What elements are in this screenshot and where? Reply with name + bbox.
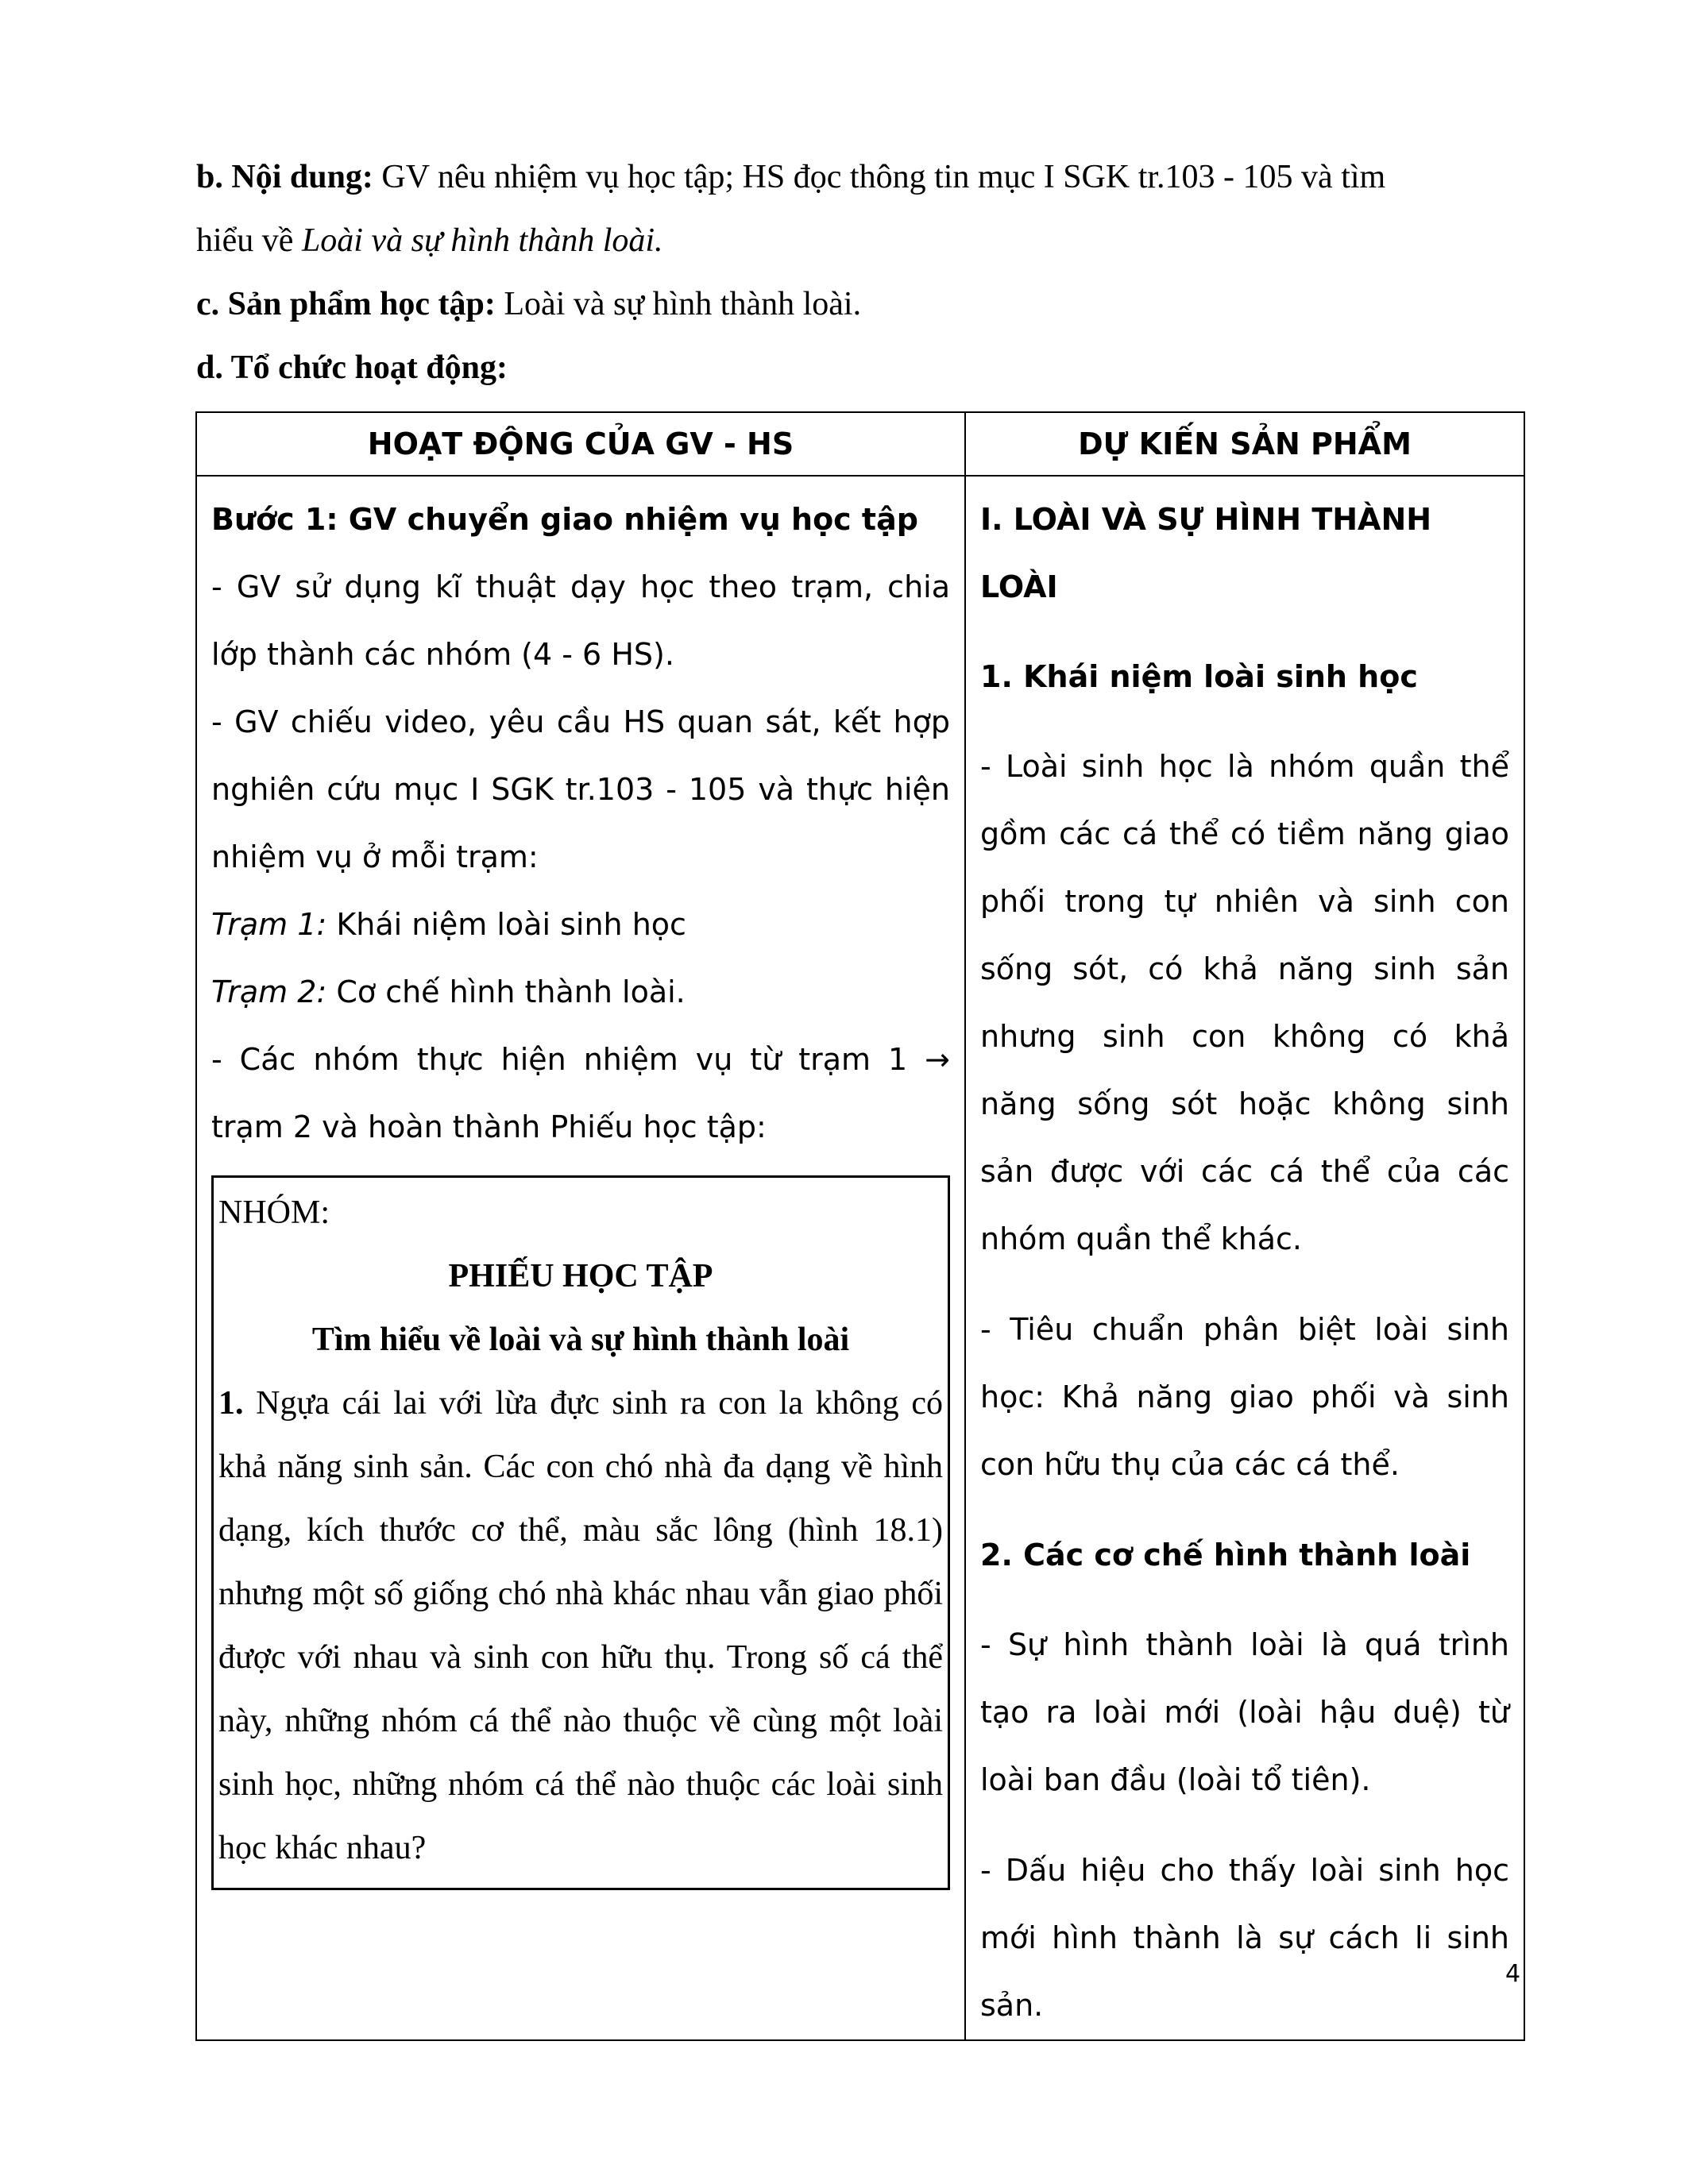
station-1-label: Trạm 1:: [211, 907, 327, 942]
question-1-text: Ngựa cái lai với lừa đực sinh ra con la không có khả năng sinh sản. Các con chó nhà đa dạng về hình dạng, kích thước cơ thể, màu sắc lông (hình 18.1) nhưng một số giống chó nhà khác nhau vẫn giao phối được với nhau và sinh con hữu thụ. Trong số cá thể này, những nhóm cá thể nào thuộc về cùng một loài sinh học, những nhóm cá thể nào thuộc các loài sinh học khác nhau?: [218, 1385, 943, 1866]
station-2: [211, 959, 950, 1026]
station-1-text: Khái niệm loài sinh học: [326, 907, 686, 942]
product-paragraph-1: - Loài sinh học là nhóm quần thể gồm các cá thể có tiềm năng giao phối trong tự nhiên và sinh con sống sót, có khả năng sinh sản nhưng sinh con không có khả năng sống sót hoặc không sinh sản được với các cá thể của các nhóm quần thể khác.: [980, 749, 1509, 1256]
content-paragraph: [196, 145, 1521, 272]
product-text: Loài và sự hình thành loài.: [495, 286, 862, 322]
station-2-text: Cơ chế hình thành loài.: [326, 974, 686, 1009]
subheading-1: 1. Khái niệm loài sinh học: [980, 659, 1418, 694]
station-1: [211, 891, 950, 959]
product-paragraph: [196, 272, 1521, 336]
worksheet-question-1: [218, 1372, 943, 1880]
section-title: I. LOÀI VÀ SỰ HÌNH THÀNH LOÀI: [980, 502, 1432, 604]
header-expected-products: DỰ KIẾN SẢN PHẨM: [965, 412, 1524, 476]
content-label: b. Nội dung:: [196, 159, 373, 195]
product-paragraph-3: - Sự hình thành loài là quá trình tạo ra loài mới (loài hậu duệ) từ loài ban đầu (loài tổ tiên).: [980, 1627, 1509, 1797]
activities-cell: [196, 476, 965, 2040]
content-text-1: GV nêu nhiệm vụ học tập; HS đọc thông tin mục I SGK tr.103 - 105 và tìm: [373, 159, 1386, 195]
page-number: 4: [1505, 1960, 1521, 1988]
table-row: [196, 476, 1524, 2040]
organization-heading: [196, 336, 1521, 399]
worksheet-title: PHIẾU HỌC TẬP: [448, 1258, 713, 1295]
header-activities: HOẠT ĐỘNG CỦA GV - HS: [196, 412, 965, 476]
activity-line-1: - GV sử dụng kĩ thuật dạy học theo trạm, chia lớp thành các nhóm (4 - 6 HS).: [211, 569, 950, 672]
worksheet-box: [211, 1175, 950, 1890]
activity-table: [195, 411, 1525, 2041]
content-topic: Loài và sự hình thành loài.: [301, 222, 663, 259]
worksheet-subtitle: Tìm hiểu về loài và sự hình thành loài: [311, 1322, 850, 1358]
question-1-number: 1.: [218, 1385, 244, 1422]
station-2-label: Trạm 2:: [211, 974, 327, 1009]
content-text-2: hiểu về: [196, 222, 302, 259]
activity-line-2: - GV chiếu video, yêu cầu HS quan sát, kết hợp nghiên cứu mục I SGK tr.103 - 105 và thực hiện nhiệm vụ ở mỗi trạm:: [211, 704, 950, 874]
product-paragraph-2: - Tiêu chuẩn phân biệt loài sinh học: Khả năng giao phối và sinh con hữu thụ của các cá thể.: [980, 1312, 1509, 1482]
product-paragraph-4: - Dấu hiệu cho thấy loài sinh học mới hình thành là sự cách li sinh sản.: [980, 1853, 1509, 2023]
subheading-2: 2. Các cơ chế hình thành loài: [980, 1538, 1471, 1572]
activity-line-3: - Các nhóm thực hiện nhiệm vụ từ trạm 1 → trạm 2 và hoàn thành Phiếu học tập:: [211, 1042, 950, 1144]
worksheet-group: NHÓM:: [218, 1194, 330, 1231]
products-cell: [965, 476, 1524, 2040]
step1-title: Bước 1: GV chuyển giao nhiệm vụ học tập: [211, 502, 918, 537]
organization-label: d. Tổ chức hoạt động:: [196, 349, 508, 386]
table-header-row: [196, 412, 1524, 476]
product-label: c. Sản phẩm học tập:: [196, 286, 496, 322]
